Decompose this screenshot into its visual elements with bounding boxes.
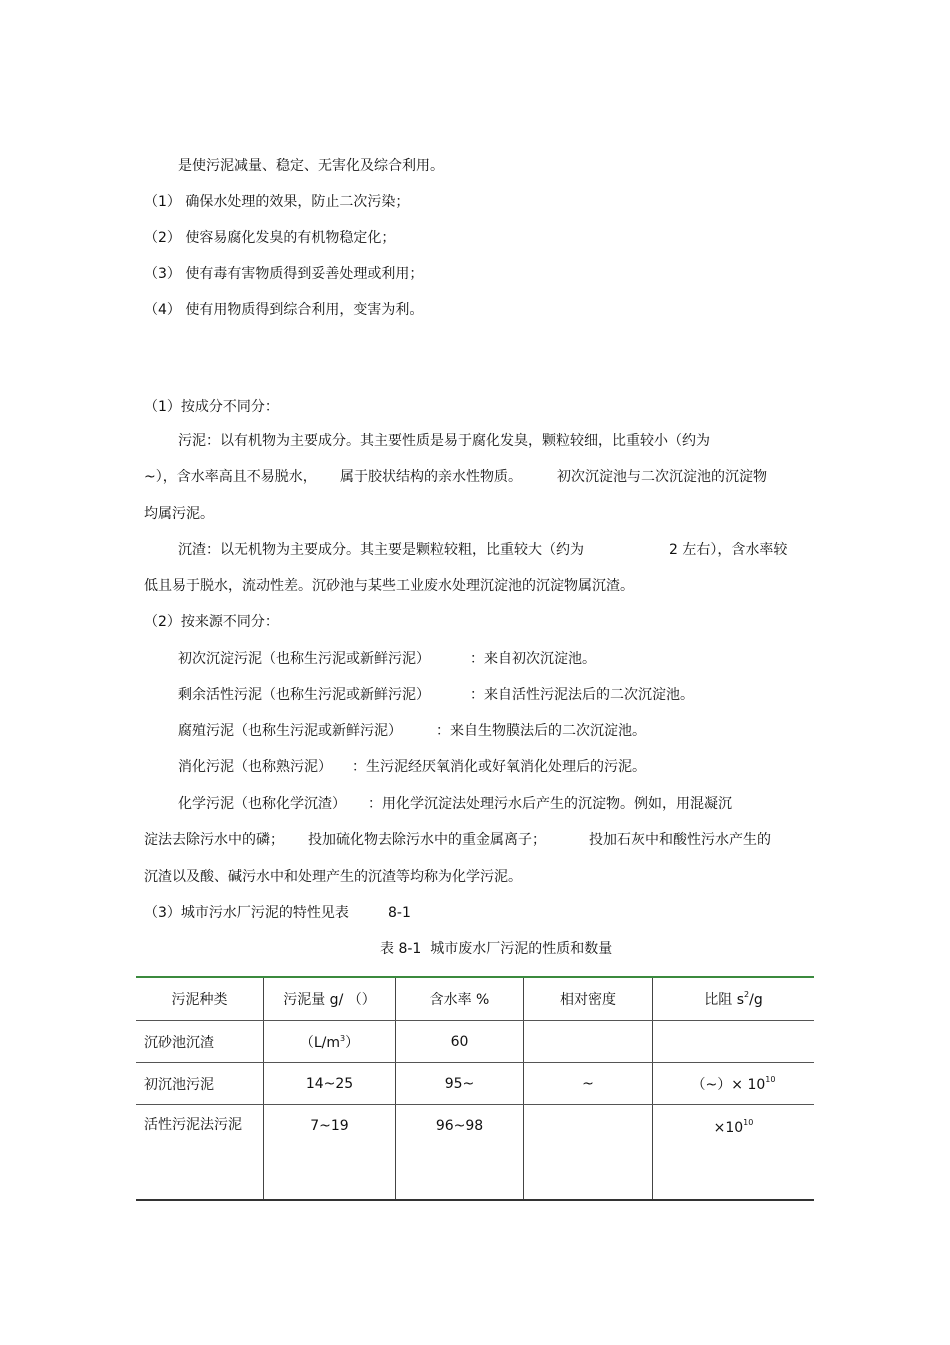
cell-sludge-type: [136, 1105, 264, 1201]
cell-sludge-type: [136, 1063, 264, 1105]
cell-superscript: 10: [765, 1074, 776, 1084]
header-specific-resistance: 比阻 s: [704, 992, 745, 1008]
paragraph-line: 污泥：以有机物为主要成分。其主要性质是易于腐化发臭，颗粒较细，比重较小（约为: [178, 433, 710, 449]
cell-text: （~）× 10: [691, 1076, 766, 1093]
cell-density: [524, 1021, 653, 1063]
paragraph-line: 消化污泥（也称熟污泥）: [178, 759, 332, 775]
cell-text: ×10: [713, 1120, 744, 1136]
cell-density: [524, 1105, 653, 1201]
header-sludge-type: 污泥种类: [171, 992, 228, 1008]
cell-amount: [264, 1105, 396, 1201]
paragraph-line: 投加石灰中和酸性污水产生的: [589, 832, 771, 848]
paragraph-line: 腐殖污泥（也称生污泥或新鲜污泥）: [178, 723, 402, 739]
header-water-content: 含水率 %: [429, 992, 490, 1008]
header-cell: [396, 977, 524, 1021]
header-superscript: 2: [744, 990, 750, 999]
paragraph-line: 均属污泥。: [144, 506, 214, 522]
section-heading: （1）按成分不同分：: [144, 399, 279, 415]
paragraph-line: ~），含水率高且不易脱水，: [144, 469, 317, 485]
cell-water: [396, 1063, 524, 1105]
paragraph-line: 沉渣：以无机物为主要成分。其主要是颗粒较粗，比重较大（约为: [178, 542, 584, 558]
header-cell: [136, 977, 264, 1021]
paragraph-line: 是使污泥减量、稳定、无害化及综合利用。: [178, 158, 444, 174]
paragraph-line: ：来自生物膜法后的二次沉淀池。: [436, 723, 646, 739]
table-row: [136, 1105, 814, 1201]
header-cell: [653, 977, 815, 1021]
cell-text: 14~25: [305, 1075, 354, 1092]
cell-text: ）: [345, 1034, 360, 1051]
paragraph-line: ：生污泥经厌氧消化或好氧消化处理后的污泥。: [352, 759, 646, 775]
cell-water: [396, 1105, 524, 1201]
list-item: （1） 确保水处理的效果，防止二次污染；: [144, 194, 410, 210]
paragraph-line: 化学污泥（也称化学沉渣）: [178, 796, 346, 812]
paragraph-line: ：用化学沉淀法处理污水后产生的沉淀物。例如，用混凝沉: [368, 796, 732, 812]
cell-text: 95~: [444, 1075, 475, 1092]
paragraph-line: 投加硫化物去除污水中的重金属离子；: [308, 832, 546, 848]
paragraph-line: ：来自初次沉淀池。: [470, 651, 596, 667]
cell-resistance: [653, 1105, 815, 1201]
cell-resistance: [653, 1021, 815, 1063]
list-item: （4） 使有用物质得到综合利用，变害为利。: [144, 302, 424, 318]
paragraph-line: 沉渣以及酸、碱污水中和处理产生的沉渣等均称为化学污泥。: [144, 869, 522, 885]
cell-superscript: 10: [743, 1118, 754, 1127]
paragraph-line: 属于胶状结构的亲水性物质。: [340, 469, 522, 485]
header-unit: /g: [749, 992, 763, 1008]
table-header-row: [136, 977, 814, 1021]
paragraph-line: 初次沉淀污泥（也称生污泥或新鲜污泥）: [178, 651, 430, 667]
cell-sludge-type: [136, 1021, 264, 1063]
cell-amount: [264, 1063, 396, 1105]
section-heading: （2）按来源不同分：: [144, 614, 279, 630]
cell-superscript: 3: [340, 1033, 346, 1043]
cell-resistance: [653, 1063, 815, 1105]
table-caption: 表 8-1 城市废水厂污泥的性质和数量: [380, 941, 613, 957]
section-heading: （3）城市污水厂污泥的特性见表: [144, 905, 349, 921]
paragraph-line: 剩余活性污泥（也称生污泥或新鲜污泥）: [178, 687, 430, 703]
header-cell: [264, 977, 396, 1021]
table-row: [136, 1063, 814, 1105]
header-relative-density: 相对密度: [560, 992, 616, 1008]
cell-text: （L/m: [299, 1034, 341, 1051]
header-cell: [524, 977, 653, 1021]
table-row: [136, 1021, 814, 1063]
table-reference: 8-1: [388, 905, 411, 921]
cell-text: 沉砂池沉渣: [144, 1034, 214, 1051]
list-item: （2） 使容易腐化发臭的有机物稳定化；: [144, 230, 396, 246]
list-item: （3） 使有毒有害物质得到妥善处理或利用；: [144, 266, 424, 282]
cell-amount: [264, 1021, 396, 1063]
paragraph-line: 初次沉淀池与二次沉淀池的沉淀物: [557, 469, 767, 485]
sludge-properties-table: [136, 976, 814, 1201]
cell-water: [396, 1021, 524, 1063]
cell-text: 初沉池污泥: [144, 1076, 214, 1093]
cell-text: ~: [582, 1075, 594, 1092]
cell-text: 60: [450, 1033, 469, 1050]
cell-density: [524, 1063, 653, 1105]
paragraph-line: ：来自活性污泥法后的二次沉淀池。: [470, 687, 694, 703]
cell-text: 96~98: [435, 1118, 484, 1134]
paragraph-line: 淀法去除污水中的磷；: [144, 832, 284, 848]
paragraph-line: 2 左右），含水率较: [669, 542, 788, 558]
cell-text: 7~19: [310, 1118, 349, 1134]
paragraph-line: 低且易于脱水，流动性差。沉砂池与某些工业废水处理沉淀池的沉淀物属沉渣。: [144, 578, 634, 594]
cell-text: 活性污泥法污泥: [144, 1117, 242, 1133]
header-sludge-amount: 污泥量 g/ （）: [283, 992, 376, 1008]
